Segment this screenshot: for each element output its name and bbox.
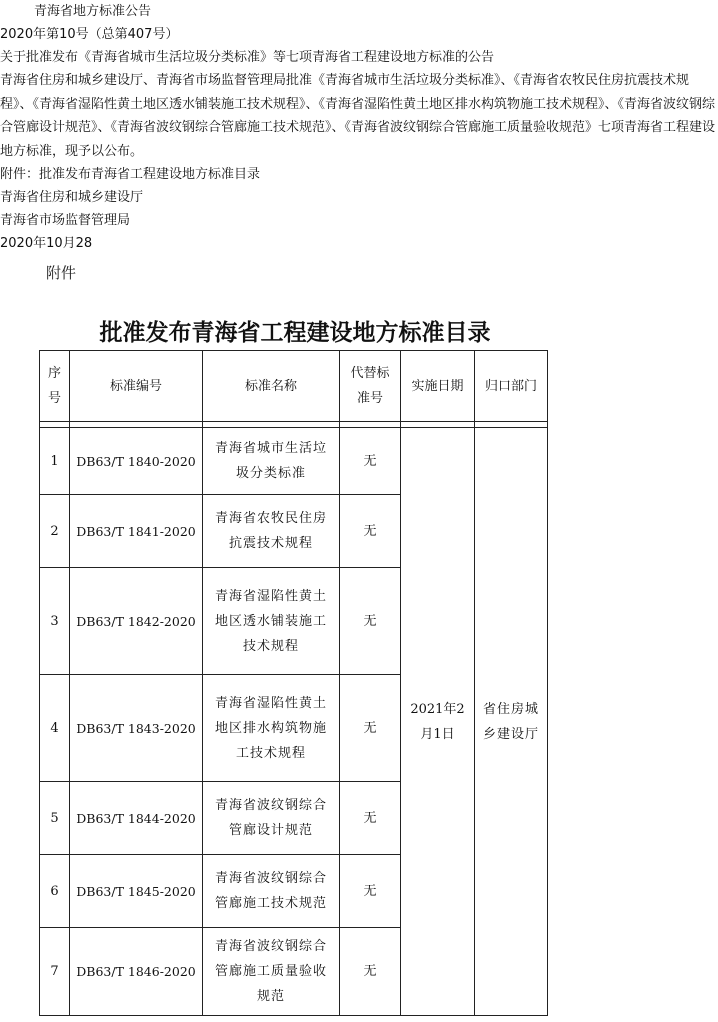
row-replace: 无 — [340, 428, 401, 495]
row-replace: 无 — [340, 855, 401, 928]
table-title: 批准发布青海省工程建设地方标准目录 — [99, 319, 491, 346]
issuer-housing: 青海省住房和城乡建设厅 — [0, 190, 144, 205]
row-code: DB63/T 1844-2020 — [70, 782, 203, 855]
table-row — [40, 428, 548, 495]
header-dept: 归口部门 — [475, 351, 548, 422]
row-name: 青海省城市生活垃圾分类标准 — [203, 428, 340, 495]
row-name: 青海省湿陷性黄土地区排水构筑物施工技术规程 — [203, 675, 340, 782]
issuer-market: 青海省市场监督管理局 — [0, 213, 131, 228]
header-seq: 序号 — [40, 351, 70, 422]
row-name: 青海省农牧民住房抗震技术规程 — [203, 495, 340, 568]
notice-heading: 青海省地方标准公告 — [34, 4, 152, 19]
row-name: 青海省湿陷性黄土地区透水铺装施工技术规程 — [203, 568, 340, 675]
notice-title: 关于批准发布《青海省城市生活垃圾分类标准》等七项青海省工程建设地方标准的公告 — [0, 50, 495, 65]
department-cell: 省住房城乡建设厅 — [475, 428, 548, 1016]
row-replace: 无 — [340, 568, 401, 675]
row-replace: 无 — [340, 495, 401, 568]
row-seq: 2 — [40, 495, 70, 568]
header-replace: 代替标准号 — [340, 351, 401, 422]
notice-body: 青海省住房和城乡建设厅、青海省市场监督管理局批准《青海省城市生活垃圾分类标准》、《青海省农牧民住房抗震技术规程》、《青海省湿陷性黄土地区透水铺装施工技术规程》、《青海省湿陷性黄土地区排水构筑物施工技术规程》、《青海省波纹钢综合管廊设计规范》、《青海省波纹钢综合管廊施工技术规范》、《青海省波纹钢综合管廊施工质量验收规范》七项青海省工程建设地方标准，现予以公布。 — [0, 73, 716, 159]
notice-date: 2020年10月28 — [0, 236, 93, 251]
effective-date-cell: 2021年2月1日 — [401, 428, 475, 1016]
row-name: 青海省波纹钢综合管廊施工技术规范 — [203, 855, 340, 928]
row-seq: 4 — [40, 675, 70, 782]
row-seq: 7 — [40, 928, 70, 1016]
row-code: DB63/T 1842-2020 — [70, 568, 203, 675]
row-replace: 无 — [340, 675, 401, 782]
row-seq: 1 — [40, 428, 70, 495]
row-seq: 5 — [40, 782, 70, 855]
row-code: DB63/T 1841-2020 — [70, 495, 203, 568]
row-code: DB63/T 1845-2020 — [70, 855, 203, 928]
standards-table — [39, 350, 548, 1016]
header-name: 标准名称 — [203, 351, 340, 422]
attachment-line: 附件：批准发布青海省工程建设地方标准目录 — [0, 167, 261, 182]
table-header-row — [40, 351, 548, 422]
attachment-label: 附件 — [46, 264, 77, 282]
row-name: 青海省波纹钢综合管廊施工质量验收规范 — [203, 928, 340, 1016]
row-seq: 3 — [40, 568, 70, 675]
row-replace: 无 — [340, 928, 401, 1016]
notice-number: 2020年第10号（总第407号） — [0, 27, 179, 42]
row-code: DB63/T 1840-2020 — [70, 428, 203, 495]
row-code: DB63/T 1843-2020 — [70, 675, 203, 782]
row-name: 青海省波纹钢综合管廊设计规范 — [203, 782, 340, 855]
header-code: 标准编号 — [70, 351, 203, 422]
row-replace: 无 — [340, 782, 401, 855]
row-seq: 6 — [40, 855, 70, 928]
row-code: DB63/T 1846-2020 — [70, 928, 203, 1016]
header-effective: 实施日期 — [401, 351, 475, 422]
